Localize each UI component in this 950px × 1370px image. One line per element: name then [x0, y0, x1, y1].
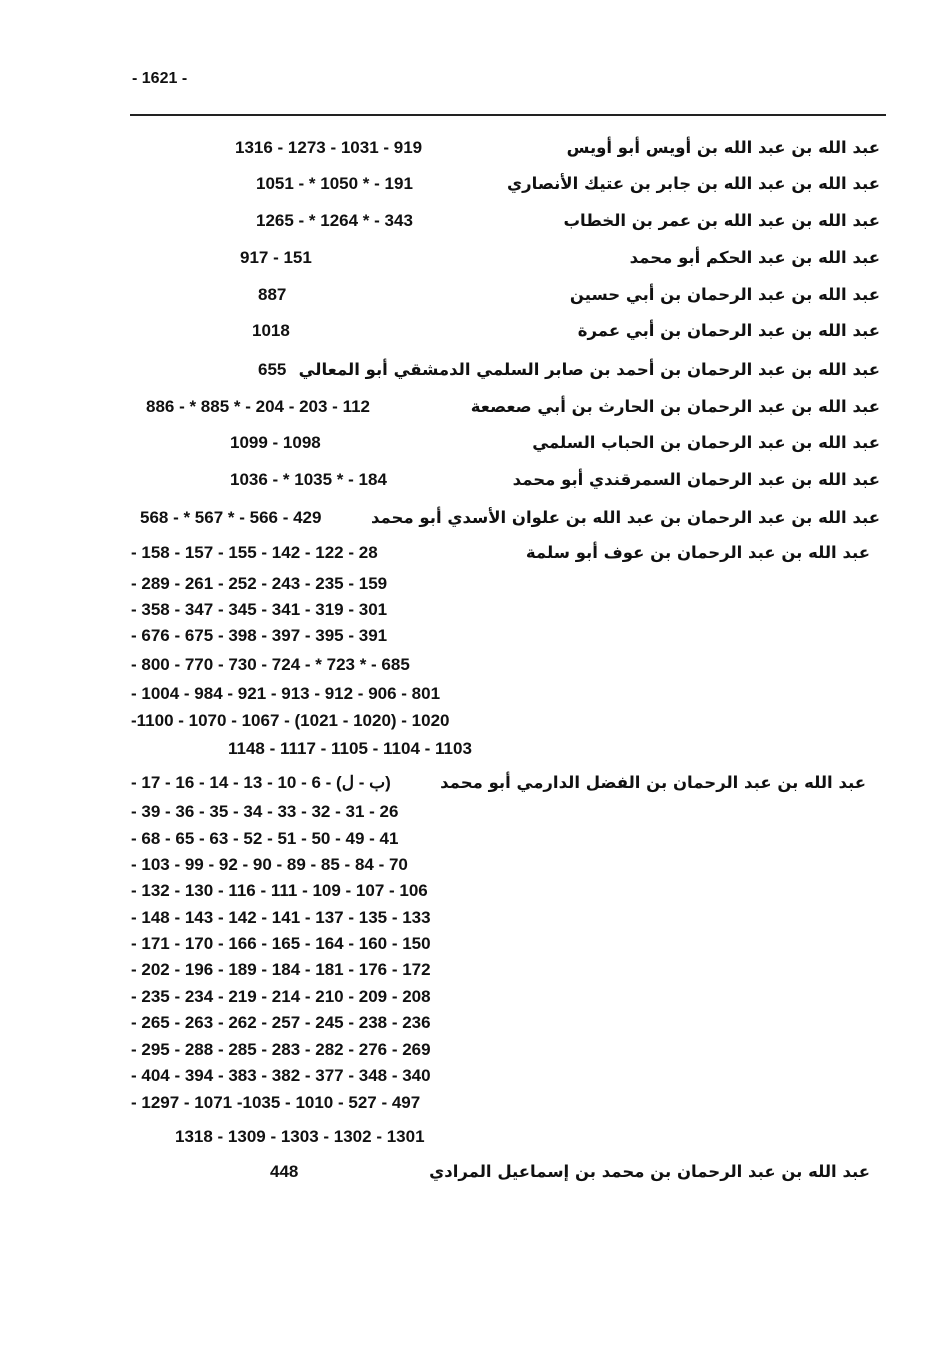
entry-continuation: - 289 - 261 - 252 - 243 - 235 - 159	[131, 574, 388, 593]
entry-name: عبد الله بن عبد الرحمان بن أبي حسين	[569, 285, 880, 304]
entry-continuation: - 132 - 130 - 116 - 111 - 109 - 107 - 106	[131, 881, 428, 900]
entry-continuation: - 265 - 263 - 262 - 257 - 245 - 238 - 236	[131, 1013, 431, 1032]
entry-continuation: - 358 - 347 - 345 - 341 - 319 - 301	[131, 600, 388, 619]
entry-page-refs: 887	[258, 285, 287, 304]
entry-continuation: - 404 - 394 - 383 - 382 - 377 - 348 - 340	[131, 1066, 431, 1085]
entry-page-refs: - 17 - 16 - 14 - 13 - 10 - 6 - (ب - ل)	[131, 773, 391, 792]
entry-continuation: -1100 - 1070 - 1067 - (1021 - 1020) - 1020	[131, 711, 450, 730]
entry-name: عبد الله بن عبد الرحمان بن أحمد بن صابر السلمي الدمشقي أبو المعالي	[298, 360, 880, 379]
entry-page-refs: 568 - * 567 * - 566 - 429	[140, 508, 322, 527]
entry-continuation: - 68 - 65 - 63 - 52 - 51 - 50 - 49 - 41	[131, 829, 399, 848]
entry-continuation: - 202 - 196 - 189 - 184 - 181 - 176 - 172	[131, 960, 431, 979]
entry-continuation: - 103 - 99 - 92 - 90 - 89 - 85 - 84 - 70	[131, 855, 408, 874]
entry-continuation: - 800 - 770 - 730 - 724 - * 723 * - 685	[131, 655, 410, 674]
entry-continuation: 1148 - 1117 - 1105 - 1104 - 1103	[228, 739, 472, 758]
entry-name: عبد الله بن عبد الرحمان بن محمد بن إسماعيل المرادي	[429, 1162, 870, 1181]
entry-continuation: - 295 - 288 - 285 - 283 - 282 - 276 - 269	[131, 1040, 431, 1059]
page-number: - 1621 -	[132, 70, 188, 87]
entry-page-refs: - 158 - 157 - 155 - 142 - 122 - 28	[131, 543, 378, 562]
entry-name: عبد الله بن عبد الرحمان بن عبد الله بن علوان الأسدي أبو محمد	[370, 508, 880, 527]
entry-page-refs: 917 - 151	[240, 248, 312, 267]
entry-name: عبد الله بن عبد الله بن جابر بن عتيك الأنصاري	[507, 174, 880, 193]
entry-page-refs: 1036 - * 1035 * - 184	[230, 470, 387, 489]
entry-page-refs: 1265 - * 1264 * - 343	[256, 211, 413, 230]
entry-name: عبد الله بن عبد الرحمان السمرقندي أبو محمد	[512, 470, 880, 489]
entry-page-refs: 1316 - 1273 - 1031 - 919	[235, 138, 423, 157]
entry-page-refs: 1018	[252, 321, 290, 340]
entry-page-refs: 1051 - * 1050 * - 191	[256, 174, 413, 193]
entry-name: عبد الله بن عبد الرحمان بن عوف أبو سلمة	[525, 543, 870, 562]
entry-continuation: - 171 - 170 - 166 - 165 - 164 - 160 - 150	[131, 934, 431, 953]
entry-name: عبد الله بن عبد الرحمان بن الحباب السلمي	[532, 433, 880, 452]
entry-name: عبد الله بن عبد الله بن عمر بن الخطاب	[563, 211, 880, 230]
entry-continuation: - 1004 - 984 - 921 - 913 - 912 - 906 - 801	[131, 684, 441, 703]
entry-continuation: 1318 - 1309 - 1303 - 1302 - 1301	[175, 1127, 425, 1146]
entry-continuation: - 39 - 36 - 35 - 34 - 33 - 32 - 31 - 26	[131, 802, 399, 821]
entry-page-refs: 886 - * 885 * - 204 - 203 - 112	[146, 397, 370, 416]
entry-page-refs: 1099 - 1098	[230, 433, 321, 452]
entry-page-refs: 655	[258, 360, 287, 379]
header-rule	[130, 114, 886, 116]
entry-continuation: - 148 - 143 - 142 - 141 - 137 - 135 - 133	[131, 908, 431, 927]
entry-continuation: - 1297 - 1071 -1035 - 1010 - 527 - 497	[131, 1093, 421, 1112]
entry-continuation: - 676 - 675 - 398 - 397 - 395 - 391	[131, 626, 388, 645]
entry-name: عبد الله بن عبد الرحمان بن أبي عمرة	[577, 321, 880, 340]
entry-name: عبد الله بن عبد الرحمان بن الفضل الدارمي أبو محمد	[440, 773, 866, 792]
entry-name: عبد الله بن عبد الحكم أبو محمد	[629, 248, 880, 267]
entry-page-refs: 448	[270, 1162, 299, 1181]
entry-continuation: - 235 - 234 - 219 - 214 - 210 - 209 - 208	[131, 987, 431, 1006]
entry-name: عبد الله بن عبد الرحمان بن الحارث بن أبي صعصعة	[470, 397, 880, 416]
entry-name: عبد الله بن عبد الله بن أويس أبو أويس	[566, 138, 880, 157]
